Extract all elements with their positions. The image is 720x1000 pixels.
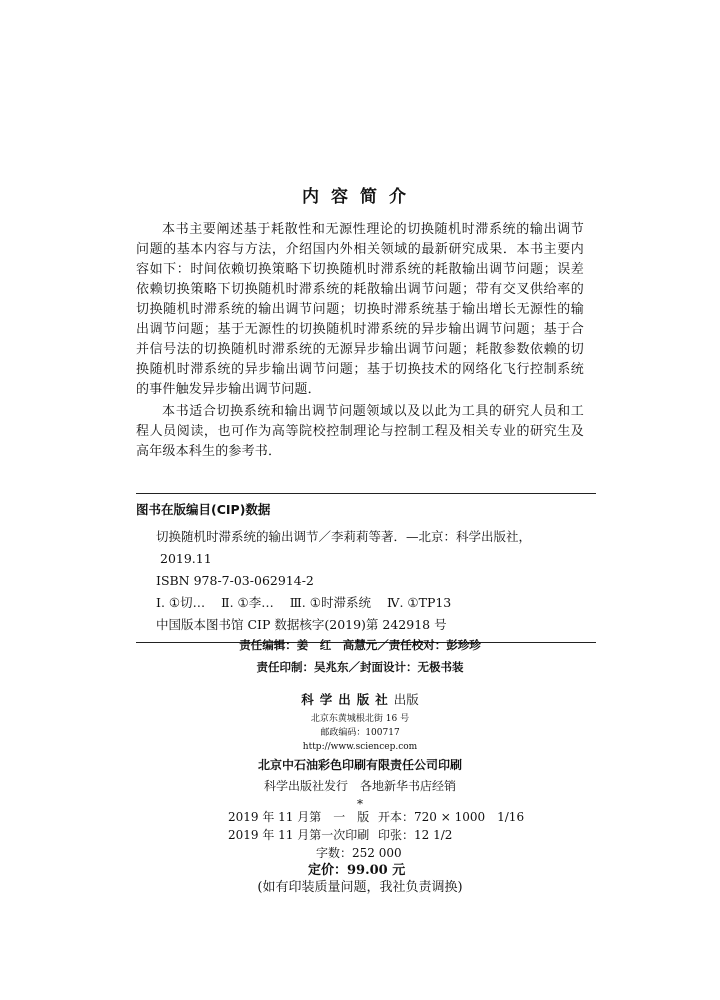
cip-class-1: Ⅰ. ①切…	[156, 595, 206, 610]
cip-title-line: 切换随机时滞系统的输出调节／李莉莉等著．—北京：科学出版社，	[156, 529, 532, 544]
cip-classification	[156, 592, 596, 614]
distribution-line: 科学出版社发行 各地新华书店经销	[263, 779, 456, 793]
price: 定价：99.00 元	[308, 863, 406, 878]
publisher-name-line	[0, 690, 720, 708]
star-divider: *	[357, 797, 363, 811]
intro-paragraph-1: 本书主要阐述基于耗散性和无源性理论的切换随机时滞系统的输出调节问题的基本内容与方法，介绍国内外相关领域的最新研究成果．本书主要内容如下：时间依赖切换策略下切换随机时滞系统的耗散输出调节问题；误差依赖切换策略下切换随机时滞系统的耗散输出调节问题；带有交叉供给率的切换随机时滞系统的输出调节问题；切换时滞系统基于输出增长无源性的输出调节问题；基于无源性的切换随机时滞系统的异步输出调节问题；基于合并信号法的切换随机时滞系统的无源异步输出调节问题；耗散参数依赖的切换随机时滞系统的异步输出调节问题；基于切换技术的网络化飞行控制系统的事件触发异步输出调节问题．	[136, 222, 584, 397]
cip-section	[136, 493, 596, 643]
cip-isbn: ISBN 978-7-03-062914-2	[156, 573, 314, 588]
editors-block	[0, 634, 720, 678]
intro-title: 内容简介	[302, 187, 418, 207]
publisher-name: 科学出版社	[301, 692, 394, 707]
print-specs	[228, 808, 558, 880]
printer-line: 北京中石油彩色印刷有限责任公司印刷	[257, 758, 462, 772]
quality-notice: (如有印装质量问题，我社负责调换)	[257, 880, 463, 895]
cip-class-3: Ⅲ. ①时滞系统	[289, 595, 371, 610]
cip-body	[136, 526, 596, 636]
publisher-suffix: 出版	[393, 692, 419, 707]
printing-text: 2019 年 11 月第一次印刷	[228, 828, 370, 842]
format-text: 开本：720 × 1000 1/16	[378, 810, 525, 824]
editors-line-2: 责任印制：吴兆东／封面设计：无极书装	[256, 660, 464, 674]
cip-heading: 图书在版编目(CIP)数据	[136, 502, 271, 517]
publisher-address: 北京东黄城根北街 16 号	[310, 714, 410, 724]
cip-class-4: Ⅳ. ①TP13	[386, 595, 452, 610]
publisher-block	[0, 690, 720, 812]
cip-year: 2019.11	[160, 551, 212, 566]
cip-top-rule	[136, 493, 596, 494]
specs-row-1	[228, 808, 558, 826]
intro-section	[136, 220, 584, 462]
specs-row-2	[228, 826, 558, 844]
publisher-url: http://www.sciencep.com	[302, 742, 418, 752]
cip-number: 中国版本图书馆 CIP 数据核字(2019)第 242918 号	[156, 617, 447, 632]
sheets-text: 印张：12 1/2	[378, 828, 453, 842]
intro-paragraph-2: 本书适合切换系统和输出调节问题领域以及以此为工具的研究人员和工程人员阅读，也可作为高等院校控制理论与控制工程及相关专业的研究生及高年级本科生的参考书．	[136, 404, 584, 459]
word-count: 字数：252 000	[316, 846, 402, 860]
editors-line-1: 责任编辑：姜 红 高慧元／责任校对：彭珍珍	[239, 638, 481, 652]
edition-text: 2019 年 11 月第 一 版	[228, 810, 370, 824]
cip-class-2: Ⅱ. ①李…	[221, 595, 274, 610]
publisher-postcode: 邮政编码：100717	[320, 728, 400, 738]
